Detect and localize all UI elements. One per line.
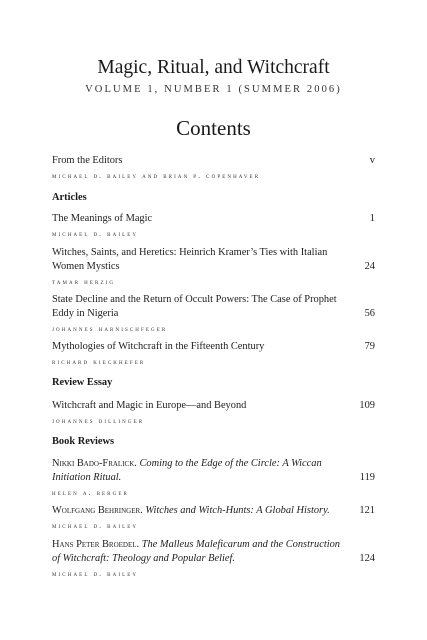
entry-author: michael d. bailey [52,229,139,238]
page-number: 79 [364,341,375,352]
entry-author: johannes dillinger [52,416,145,425]
page-number: 121 [359,505,375,516]
reviewed-author: Wolfgang Behringer. [52,505,143,516]
book-title: Witches and Witch-Hunts: A Global History. [145,505,330,516]
toc-entry[interactable] [52,340,375,369]
entry-title [52,457,375,485]
entry-author: tamar herzig [52,277,116,286]
page-number: 56 [364,308,375,319]
toc-entry[interactable] [52,457,375,500]
entry-title: The Meanings of Magic [52,213,153,224]
contents-heading: Contents [176,116,251,140]
reviewed-author: Nikki Bado-Fralick. [52,458,137,469]
page-number: 24 [364,261,375,272]
entry-author: michael d. bailey and brian p. copenhaver [52,171,261,180]
toc-entry[interactable] [52,504,375,533]
entry-author: helen a. berger [52,488,129,497]
page-number: 119 [359,472,375,483]
entry-title: Witchcraft and Magic in Europe—and Beyond [52,400,247,411]
reviewed-author: Hans Peter Broedel. [52,539,140,550]
entry-title [52,504,375,518]
toc-entry[interactable] [52,538,375,581]
entry-author: richard kieckhefer [52,357,146,366]
toc-entry[interactable] [52,399,375,428]
book-title: Coming to the Edge of the Circle: A Wiccan Initiation Ritual. [52,458,322,483]
entry-author: michael d. bailey [52,521,139,530]
journal-title: Magic, Ritual, and Witchcraft [97,57,330,78]
entry-title: Mythologies of Witchcraft in the Fifteenth Century [52,341,265,352]
section-heading-articles: Articles [52,192,87,203]
book-title: The Malleus Maleficarum and the Construction of Witchcraft: Theology and Popular Belief. [52,539,341,564]
page-number: 109 [359,400,375,411]
page-number: v [369,155,375,166]
entry-title: State Decline and the Return of Occult Powers: The Case of Prophet Eddy in Nigeria [52,294,337,319]
entry-title [52,538,375,566]
entry-author: johannes harnischfeger [52,324,168,333]
entry-title: From the Editors [52,155,123,166]
toc-entry[interactable] [52,246,375,289]
toc-entry-from-the-editors[interactable] [52,154,375,183]
entry-author: michael d. bailey [52,569,139,578]
section-heading-review-essay: Review Essay [52,377,113,388]
toc-entry[interactable] [52,212,375,241]
section-heading-book-reviews: Book Reviews [52,436,115,447]
toc-entry[interactable] [52,293,375,336]
entry-title: Witches, Saints, and Heretics: Heinrich Kramer’s Ties with Italian Women Mystics [52,247,328,272]
page-number: 1 [369,213,375,224]
volume-line: VOLUME 1, NUMBER 1 (SUMMER 2006) [85,84,342,95]
page-number: 124 [359,553,375,564]
